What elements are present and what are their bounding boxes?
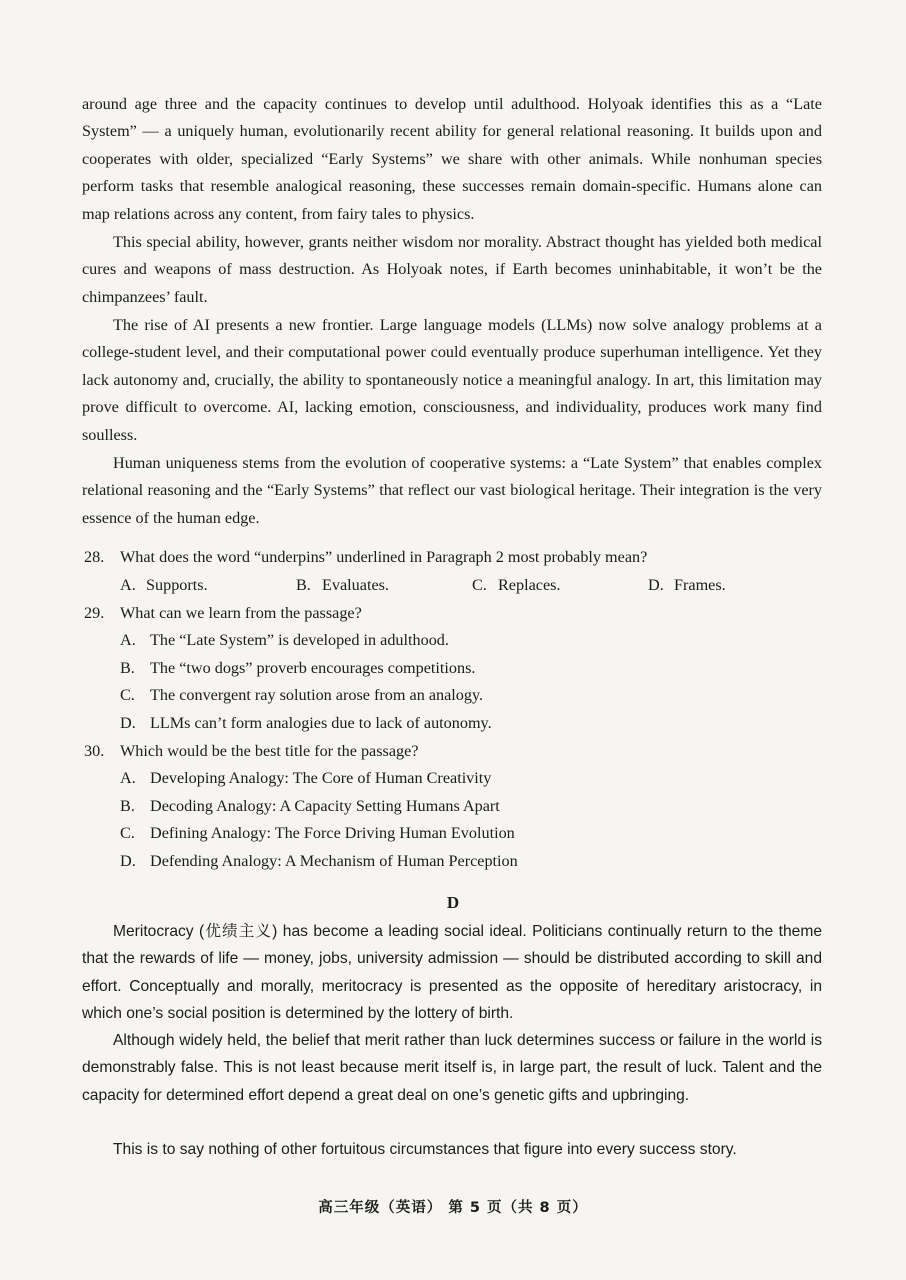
option-d[interactable]: D. Frames. <box>648 576 726 594</box>
question-text: What can we learn from the passage? <box>120 604 362 622</box>
option-a[interactable]: A. Supports. <box>120 576 208 594</box>
option-c[interactable]: C. Replaces. <box>472 576 561 594</box>
question-29-option-c[interactable]: C. The convergent ray solution arose from an analogy. <box>120 686 484 704</box>
question-30-option-a[interactable]: A. Developing Analogy: The Core of Human Creativity <box>120 769 492 787</box>
passage-c-paragraph-4: Human uniqueness stems from the evolution of cooperative systems: a “Late System” that enables complex relational reasoning and the “Early Systems” that reflect our vast biological heritage. Their integration is the very essence of the human edge. <box>82 454 822 527</box>
passage-d-paragraph-2: Although widely held, the belief that merit rather than luck determines success or failure in the world is demonstrably false. This is not least because merit itself is, in large part, the result of luck. Talent and the capacity for determined effort depend a great deal on one’s genetic gifts and upbringing. <box>82 1032 822 1104</box>
question-29-option-d[interactable]: D. LLMs can’t form analogies due to lack of autonomy. <box>120 714 492 732</box>
question-29 <box>84 600 362 627</box>
question-number: 29. <box>84 604 105 622</box>
passage-c-paragraph-3: The rise of AI presents a new frontier. Large language models (LLMs) now solve analogy problems at a college-student level, and their computational power could eventually produce superhuman intelligence. Yet they lack autonomy and, crucially, the ability to spontaneously notice a meaningful analogy. In art, this limitation may prove difficult to overcome. AI, lacking emotion, consciousness, and individuality, produces work many find soulless. <box>82 316 822 444</box>
passage-c-paragraph-2: This special ability, however, grants neither wisdom nor morality. Abstract thought has yielded both medical cures and weapons of mass destruction. As Holyoak notes, if Earth becomes uninhabitable, it won’t be the chimpanzees’ fault. <box>82 233 822 306</box>
question-30-option-d[interactable]: D. Defending Analogy: A Mechanism of Human Perception <box>120 852 518 870</box>
question-29-option-b[interactable]: B. The “two dogs” proverb encourages competitions. <box>120 659 476 677</box>
question-30-option-b[interactable]: B. Decoding Analogy: A Capacity Setting Humans Apart <box>120 797 500 815</box>
question-28 <box>84 544 647 571</box>
passage-d-paragraph-1: Meritocracy (优绩主义) has become a leading social ideal. Politicians continually return to the theme that the rewards of life — money, jobs, university admission — should be distributed according to skill and effort. Conceptually and morally, meritocracy is presented as the opposite of hereditary aristocracy, in which one’s social position is determined by the lottery of birth. <box>82 923 822 1023</box>
question-30-option-c[interactable]: C. Defining Analogy: The Force Driving Human Evolution <box>120 824 515 842</box>
question-29-option-a[interactable]: A. The “Late System” is developed in adulthood. <box>120 631 449 649</box>
question-text: What does the word “underpins” underlined in Paragraph 2 most probably mean? <box>120 548 648 566</box>
question-text: Which would be the best title for the passage? <box>120 742 419 760</box>
option-b[interactable]: B. Evaluates. <box>296 576 389 594</box>
question-30 <box>84 738 418 765</box>
passage-c-paragraph-1: around age three and the capacity continues to develop until adulthood. Holyoak identifies this as a “Late System” — a uniquely human, evolutionarily recent ability for general relational reasoning. It builds upon and cooperates with older, specialized “Early Systems” we share with other animals. While nonhuman species perform tasks that resemble analogical reasoning, these successes remain domain-specific. Humans alone can map relations across any content, from fairy tales to physics. <box>82 95 822 223</box>
page-footer: 高三年级（英语） 第 5 页（共 8 页） <box>318 1200 588 1216</box>
question-number: 28. <box>84 548 105 566</box>
section-heading: D <box>446 893 460 912</box>
question-number: 30. <box>84 742 105 760</box>
passage-d-paragraph-3: This is to say nothing of other fortuitous circumstances that figure into every success story. <box>113 1141 737 1158</box>
